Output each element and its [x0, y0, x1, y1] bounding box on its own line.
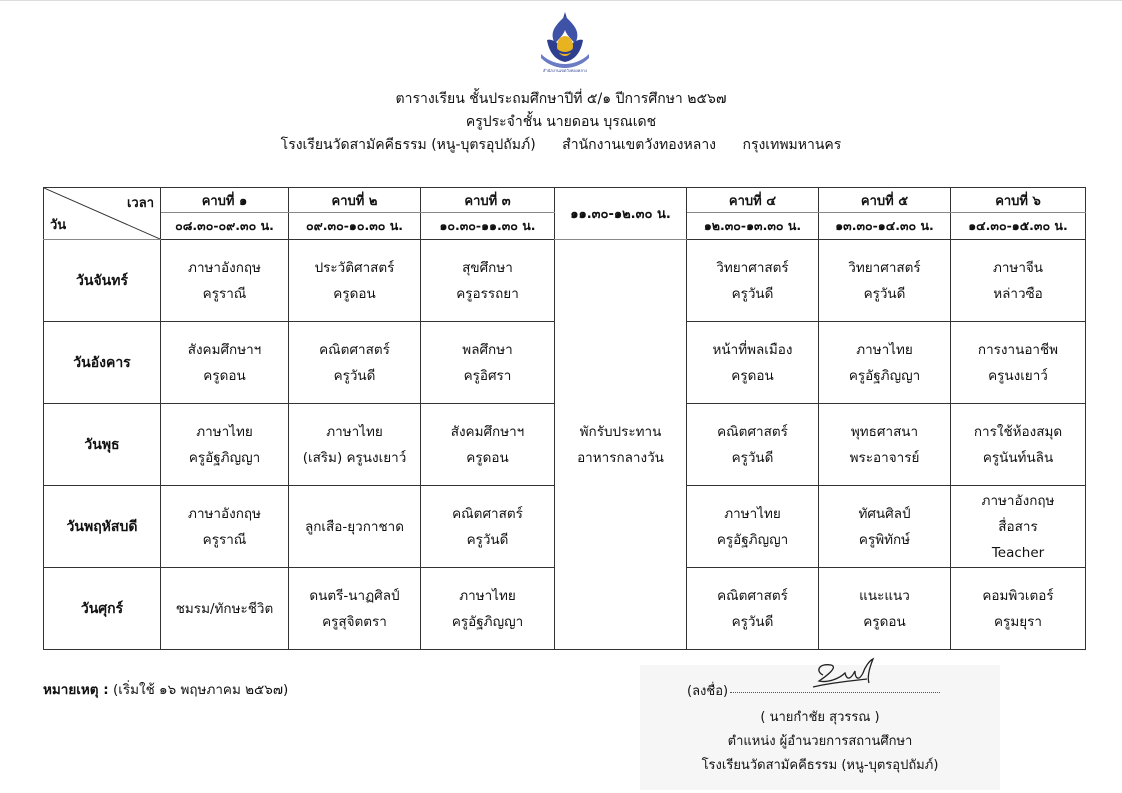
signer-name: ( นายกำชัย สุวรรณ )	[760, 710, 880, 725]
class-cell: คณิตศาสตร์ ครูวันดี	[687, 568, 819, 650]
class-cell: สุขศึกษา ครูอรรถยา	[421, 240, 555, 322]
lunch-label-1: พักรับประทาน	[579, 423, 662, 440]
class-cell: การงานอาชีพ ครูนงเยาว์	[951, 322, 1086, 404]
class-cell: วิทยาศาสตร์ ครูวันดี	[687, 240, 819, 322]
class-cell: คณิตศาสตร์ ครูวันดี	[289, 322, 421, 404]
period-4-label: คาบที่ ๔	[687, 188, 819, 213]
lunch-time-header: ๑๑.๓๐-๑๒.๓๐ น.	[555, 188, 687, 240]
class-cell: ภาษาอังกฤษ สื่อสาร Teacher	[951, 486, 1086, 568]
class-cell: แนะแนว ครูดอน	[819, 568, 951, 650]
homeroom-teacher: ครูประจำชั้น นายดอน บุรณเดช	[465, 114, 657, 130]
schedule-title: ตารางเรียน ชั้นประถมศึกษาปีที่ ๕/๑ ปีการศึกษา ๒๕๖๗	[395, 91, 727, 107]
class-cell: ภาษาอังกฤษ ครูราณี	[161, 240, 289, 322]
corner-day-label: วัน	[50, 218, 67, 233]
day-name: วันพุธ	[44, 404, 161, 486]
class-cell: ภาษาไทย ครูอัฐภิญญา	[687, 486, 819, 568]
period-6-label: คาบที่ ๖	[951, 188, 1086, 213]
row-monday	[44, 240, 1086, 322]
period-3-time: ๑๐.๓๐-๑๑.๓๐ น.	[421, 213, 555, 240]
class-cell: วิทยาศาสตร์ ครูวันดี	[819, 240, 951, 322]
class-cell: ทัศนศิลป์ ครูพิทักษ์	[819, 486, 951, 568]
handwritten-signature	[805, 657, 885, 693]
page-header	[0, 88, 1122, 157]
footnote	[43, 678, 288, 700]
school-logo	[535, 10, 595, 76]
class-cell: ดนตรี-นาฏศิลป์ ครูสุจิตตรา	[289, 568, 421, 650]
corner-time-label: เวลา	[126, 196, 154, 211]
period-1-time: ๐๘.๓๐-๐๙.๓๐ น.	[161, 213, 289, 240]
class-cell: พุทธศาสนา พระอาจารย์	[819, 404, 951, 486]
top-divider	[0, 0, 1122, 1]
province-name: กรุงเทพมหานคร	[742, 137, 842, 153]
class-cell: หน้าที่พลเมือง ครูดอน	[687, 322, 819, 404]
signer-position: ตำแหน่ง ผู้อำนวยการสถานศึกษา	[727, 734, 913, 749]
signer-school: โรงเรียนวัดสามัคคีธรรม (หนู-บุตรอุปถัมภ์)	[701, 758, 939, 773]
class-cell: ภาษาไทย ครูอัฐภิญญา	[819, 322, 951, 404]
class-cell: คณิตศาสตร์ ครูวันดี	[687, 404, 819, 486]
logo-caption: สำนักงานเขตวังทองหลาง	[543, 68, 587, 73]
class-cell: คณิตศาสตร์ ครูวันดี	[421, 486, 555, 568]
class-cell: ลูกเสือ-ยุวกาชาด	[289, 486, 421, 568]
day-name: วันจันทร์	[44, 240, 161, 322]
corner-header	[44, 188, 161, 240]
class-cell: สังคมศึกษาฯ ครูดอน	[161, 322, 289, 404]
class-cell: ภาษาไทย ครูอัฐภิญญา	[421, 568, 555, 650]
class-cell: ภาษาไทย (เสริม) ครูนงเยาว์	[289, 404, 421, 486]
period-6-time: ๑๔.๓๐-๑๕.๓๐ น.	[951, 213, 1086, 240]
timetable	[43, 187, 1086, 650]
period-5-time: ๑๓.๓๐-๑๔.๓๐ น.	[819, 213, 951, 240]
class-cell: พลศึกษา ครูอิศรา	[421, 322, 555, 404]
period-2-label: คาบที่ ๒	[289, 188, 421, 213]
lunch-break-cell	[555, 240, 687, 650]
period-5-label: คาบที่ ๕	[819, 188, 951, 213]
footnote-label: หมายเหตุ :	[43, 682, 109, 698]
day-name: วันศุกร์	[44, 568, 161, 650]
period-1-label: คาบที่ ๑	[161, 188, 289, 213]
lunch-label-2: อาหารกลางวัน	[577, 449, 664, 466]
day-name: วันพฤหัสบดี	[44, 486, 161, 568]
class-cell: ภาษาอังกฤษ ครูราณี	[161, 486, 289, 568]
signature-block	[640, 665, 1000, 790]
district-name: สำนักงานเขตวังทองหลาง	[562, 137, 717, 153]
class-cell: ภาษาจีน หล่าวซือ	[951, 240, 1086, 322]
class-cell: สังคมศึกษาฯ ครูดอน	[421, 404, 555, 486]
footnote-text: (เริ่มใช้ ๑๖ พฤษภาคม ๒๕๖๗)	[112, 682, 289, 698]
day-name: วันอังคาร	[44, 322, 161, 404]
class-cell: ชมรม/ทักษะชีวิต	[161, 568, 289, 650]
period-4-time: ๑๒.๓๐-๑๓.๓๐ น.	[687, 213, 819, 240]
class-cell: คอมพิวเตอร์ ครูมยุรา	[951, 568, 1086, 650]
class-cell: การใช้ห้องสมุด ครูนันท์นลิน	[951, 404, 1086, 486]
sign-label: (ลงชื่อ)	[687, 684, 729, 699]
period-3-label: คาบที่ ๓	[421, 188, 555, 213]
school-line	[0, 134, 1122, 157]
class-cell: ประวัติศาสตร์ ครูดอน	[289, 240, 421, 322]
period-2-time: ๐๙.๓๐-๑๐.๓๐ น.	[289, 213, 421, 240]
school-name: โรงเรียนวัดสามัคคีธรรม (หนู-บุตรอุปถัมภ์)	[280, 137, 536, 153]
class-cell: ภาษาไทย ครูอัฐภิญญา	[161, 404, 289, 486]
